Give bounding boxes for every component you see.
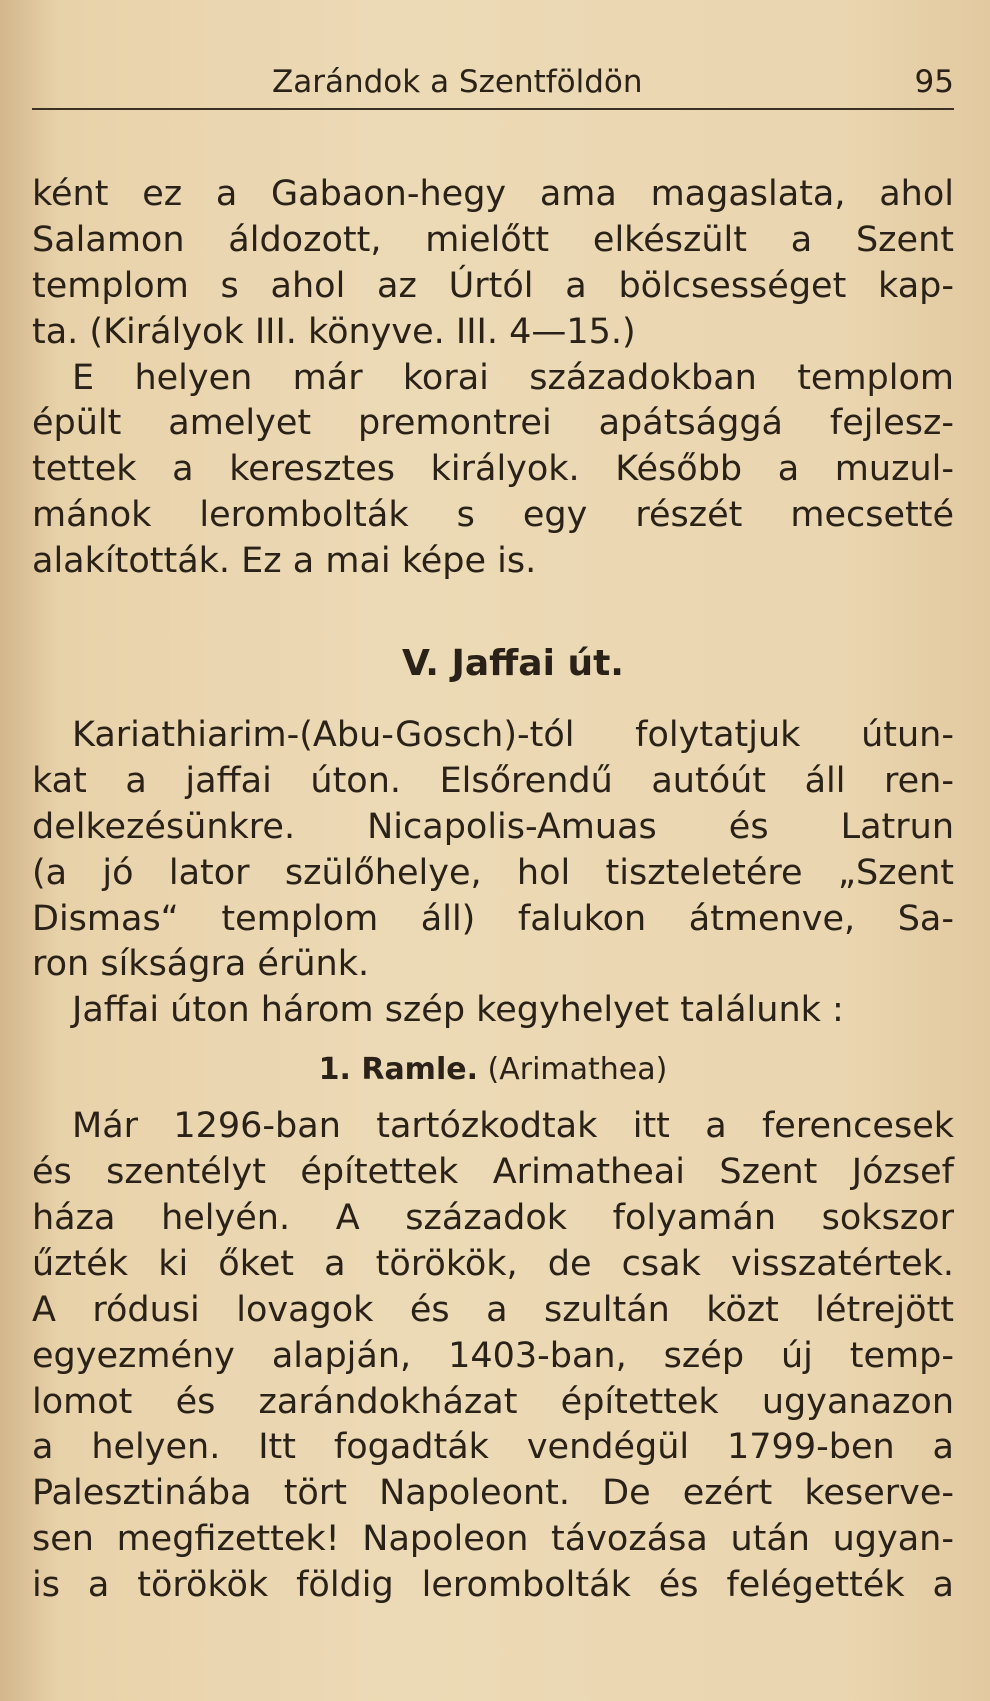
text-line: a helyen. Itt fogadták vendégül 1799-ben a	[32, 1427, 954, 1468]
text-line: templom s ahol az Úrtól a bölcsességet kap-	[32, 265, 954, 306]
text-line: Palesztinába tört Napoleont. De ezért keserve-	[32, 1473, 954, 1514]
text-line: (a jó lator szülőhelye, hol tiszteletére „Szent	[32, 852, 954, 893]
text-line: ron síkságra érünk.	[32, 944, 370, 985]
text-line: kat a jaffai úton. Elsőrendű autóút áll ren-	[32, 760, 954, 801]
running-title: Zarándok a Szentföldön	[272, 64, 643, 100]
paragraph-4	[32, 988, 954, 1034]
running-head	[32, 58, 954, 106]
section-heading: V. Jaffai út.	[402, 643, 624, 685]
paragraph-2	[32, 356, 954, 585]
book-page	[32, 0, 954, 1701]
text-line: Salamon áldozott, mielőtt elkészült a Szent	[32, 219, 954, 260]
text-line: Már 1296-ban tartózkodtak itt a ferencesek	[72, 1106, 954, 1147]
text-line: épült amelyet premontrei apátsággá fejlesz-	[32, 403, 954, 444]
text-line: háza helyén. A századok folyamán sokszor	[32, 1198, 954, 1239]
text-line: tettek a keresztes királyok. Később a muzul-	[32, 449, 954, 490]
text-line: ta. (Királyok III. könyve. III. 4—15.)	[32, 311, 636, 352]
subsection-label: 1. Ramle.	[318, 1052, 478, 1088]
text-line: Dismas“ templom áll) falukon átmenve, Sa-	[32, 898, 954, 939]
text-line: alakították. Ez a mai képe is.	[32, 541, 537, 582]
text-line: Kariathiarim-(Abu-Gosch)-tól folytatjuk útun-	[72, 715, 954, 756]
text-line: delkezésünkre. Nicapolis-Amuas és Latrun	[32, 806, 954, 847]
text-line: lomot és zarándokházat építettek ugyanazon	[32, 1381, 954, 1422]
text-line: ként ez a Gabaon-hegy ama magaslata, ahol	[32, 174, 954, 214]
subsection-heading	[32, 1042, 954, 1098]
page-number: 95	[914, 64, 954, 100]
text-line: űzték ki őket a törökök, de csak visszatértek.	[32, 1243, 954, 1284]
text-line: sen megfizettek! Napoleon távozása után ugyan-	[32, 1519, 954, 1560]
paragraph-5	[32, 1104, 954, 1609]
text-line: és szentélyt építettek Arimatheai Szent József	[32, 1152, 954, 1193]
text-line: E helyen már korai századokban templom	[72, 357, 954, 398]
paragraph-3	[32, 713, 954, 988]
page-body	[32, 172, 954, 1609]
text-line: is a törökök földig lerombolták és felégették a	[32, 1565, 954, 1606]
paragraph-1	[32, 172, 954, 356]
text-line: Jaffai úton három szép kegyhelyet találunk :	[72, 990, 844, 1031]
text-line: mánok lerombolták s egy részét mecsetté	[32, 495, 954, 536]
header-rule	[32, 108, 954, 110]
text-line: A ródusi lovagok és a szultán közt létrejött	[32, 1289, 954, 1330]
text-line: egyezmény alapján, 1403-ban, szép új temp-	[32, 1335, 954, 1376]
subsection-note: (Arimathea)	[487, 1052, 668, 1088]
